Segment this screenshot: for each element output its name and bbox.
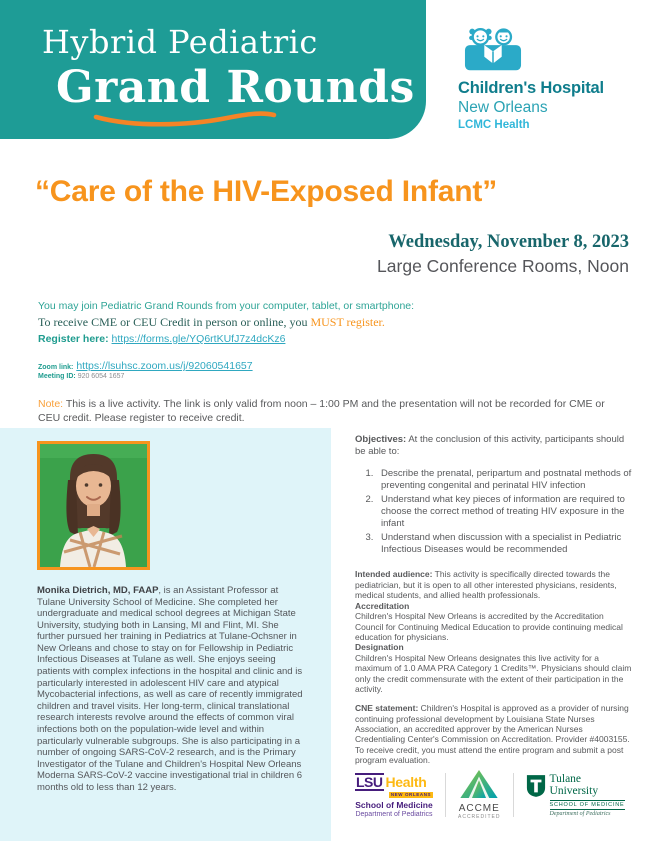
lower-section [0, 428, 650, 841]
hospital-name: Children's Hospital [458, 79, 604, 97]
cne-statement: CNE statement: Children's Hospital is approved as a provider of nursing continuing professional development by Louisiana State Nurses Association, an accredited approver by the American Nurses Credentialing Center's Commission on Accreditation. Provider #4003155. To receive credit, you must attend the entire program and submit a post program evaluation. [355, 703, 630, 766]
register-line [38, 333, 623, 345]
cne-label: CNE statement: [355, 703, 419, 714]
objectives-list [355, 468, 634, 558]
details-column [331, 428, 650, 841]
speaker-name: Monika Dietrich, MD, FAAP [37, 585, 159, 596]
meeting-id-label: Meeting ID: [38, 373, 76, 380]
designation-text: Children's Hospital New Orleans designates this live activity for a maximum of 1.0 AMA PRA Category 1 Credits™. Physicians should claim only the credit commensurate with the extent of their participation in the activity. [355, 652, 632, 694]
speaker-bio: Monika Dietrich, MD, FAAP, is an Assistant Professor at Tulane University School of Medicine. She completed her undergraduate and medical school degrees at Michigan State University, studying both in Lansing, MI and Flint, MI. She further pursued her training in Pediatrics at Tulane-Ochsner in New Orleans and chose to stay on for Fellowship in Pediatric Infectious Diseases at Tulane as well. She enjoys seeing patients with complex infections in the hospital and clinic and is particularly interested in adolescent HIV care and atypical Mycobacterial infections, as well as care of recently immigrated children and travel visits. Her long-term, clinical translational research interests revolve around the effects of common viral infections both on the population-wide level and within particularly vulnerable subgroups. She is also participating in a number of ongoing SARS-CoV-2 research, and is the Primary Investigator of the Tulane and Children's Hospital New Orleans Moderna SARS-CoV-2 vaccine investigational trial in children 6 months old to less than 12 years. [37, 585, 303, 793]
lsu-city: NEW ORLEANS [390, 791, 432, 797]
children-reading-icon [464, 26, 522, 71]
tulane-logo [526, 774, 625, 816]
designation-heading: Designation [355, 642, 404, 653]
banner-title: Grand Rounds [56, 62, 415, 113]
join-instruction: You may join Pediatric Grand Rounds from your computer, tablet, or smartphone: [38, 300, 415, 312]
lsu-department: Department of Pediatrics [355, 810, 433, 818]
register-label: Register here: [38, 333, 109, 345]
speaker-photo [37, 441, 150, 570]
lecture-title: “Care of the HIV-Exposed Infant” [35, 175, 497, 208]
zoom-link[interactable]: https://lsuhsc.zoom.us/j/92060541657 [76, 360, 253, 372]
hospital-city: New Orleans [458, 99, 548, 116]
banner-subtitle: Hybrid Pediatric [42, 23, 318, 61]
footer-logos [355, 770, 634, 820]
register-link[interactable]: https://forms.gle/YQ6rtKUfJ7z4dcKz6 [111, 333, 286, 345]
lsu-health-logo [355, 773, 433, 818]
note-label: Note: [38, 398, 64, 410]
zoom-label: Zoom link: [38, 364, 74, 371]
objectives-intro: Objectives: At the conclusion of this activity, participants should be able to: [355, 434, 625, 458]
objective-item: 3. Understand when discussion with a specialist in Pediatric Infectious Diseases would be recommended [376, 532, 634, 556]
monika-dietrich-portrait [40, 444, 147, 567]
event-date: Wednesday, November 8, 2023 [388, 232, 629, 252]
tulane-department: Department of Pediatrics [549, 810, 611, 817]
registration-block [38, 300, 623, 425]
meeting-id-line [38, 373, 623, 380]
hospital-network: LCMC Health [458, 119, 530, 131]
credit-instruction: To receive CME or CEU Credit in person or online, you MUST register. [38, 315, 385, 329]
event-location: Large Conference Rooms, Noon [377, 256, 629, 276]
tulane-name1: Tulane [549, 773, 582, 786]
must-register-emphasis: MUST register. [310, 315, 385, 329]
zoom-line [38, 360, 623, 372]
header-banner [0, 0, 426, 139]
orange-swoosh-underline [92, 107, 278, 129]
accme-logo [458, 770, 501, 820]
accreditation-text: Children's Hospital New Orleans is accredited by the Accreditation Council for Continuing Medical Education to provide continuing medical education for physicians. [355, 611, 623, 642]
tulane-name2: University [549, 784, 599, 797]
intended-audience: Intended audience: This activity is specifically directed towards the pediatrician, but it is open to all other interested physicians, residents, medical students, and allied health professionals. [355, 569, 617, 601]
intended-audience-label: Intended audience: [355, 569, 433, 580]
event-info [377, 232, 629, 277]
live-activity-note: Note: This is a live activity. The link is only valid from noon – 1:00 PM and the presentation will not be recorded for CME or CEU credit. Please register to receive credit. [38, 398, 605, 425]
objective-item: 2. Understand what key pieces of information are required to choose the correct method of treating HIV exposure in the infant [376, 494, 634, 530]
accme-name: ACCME [458, 803, 500, 815]
tulane-shield-icon [526, 774, 546, 798]
accreditation-heading: Accreditation [355, 600, 410, 611]
hospital-logo [458, 26, 604, 131]
objective-item: 1. Describe the prenatal, peripartum and postnatal methods of preventing congenital and perinatal HIV infection [376, 468, 634, 492]
objectives-label: Objectives: [355, 434, 407, 445]
speaker-panel [0, 428, 331, 841]
lsu-health-word: Health [385, 773, 427, 790]
logo-divider [445, 773, 446, 817]
meeting-id-value: 920 6054 1657 [77, 373, 125, 380]
accme-triangle-icon [460, 770, 498, 798]
lsu-school: School of Medicine [355, 800, 433, 811]
logo-divider [513, 773, 514, 817]
accme-sub: ACCREDITED [458, 814, 501, 821]
lsu-mark: LSU [356, 773, 383, 790]
tulane-school: SCHOOL OF MEDICINE [549, 801, 625, 808]
